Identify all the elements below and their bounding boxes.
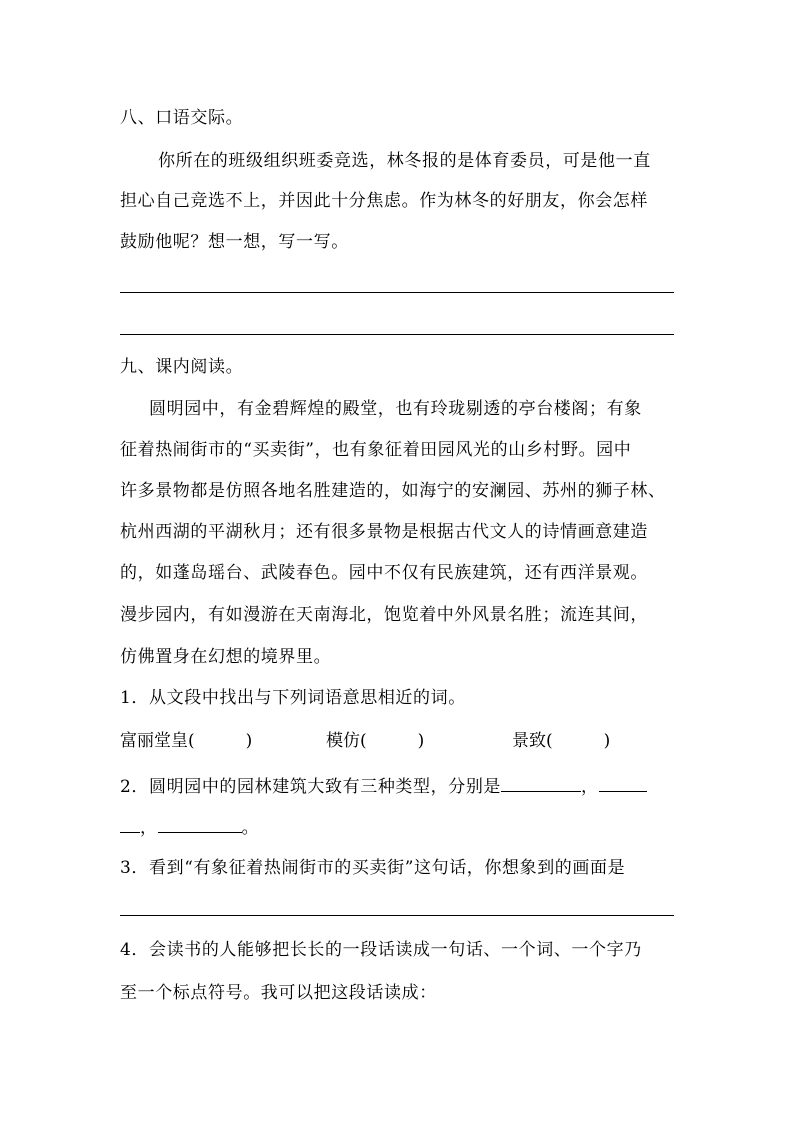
comma: ， bbox=[140, 818, 158, 838]
passage-line: 许多景物都是仿照各地名胜建造的，如海宁的安澜园、苏州的狮子林、 bbox=[120, 481, 666, 501]
question-3-prompt: 3．看到“有象征着热闹街市的买卖街”这句话，你想象到的画面是 bbox=[120, 858, 626, 878]
period: 。 bbox=[241, 818, 260, 838]
answer-line[interactable] bbox=[120, 334, 674, 335]
answer-blank[interactable] bbox=[120, 814, 140, 833]
passage-line: 的，如蓬岛瑶台、武陵春色。园中不仅有民族建筑，还有西洋景观。 bbox=[120, 563, 648, 583]
answer-blank[interactable] bbox=[599, 773, 647, 792]
passage-line: 漫步园内，有如漫游在天南海北，饱览着中外风景名胜；流连其间， bbox=[120, 605, 648, 625]
question-2 bbox=[120, 773, 647, 799]
q1-item-jingzhi[interactable]: 景致( ) bbox=[512, 731, 611, 751]
comma: ， bbox=[581, 777, 599, 797]
passage-line: 仿佛置身在幻想的境界里。 bbox=[120, 647, 332, 667]
passage-line: 圆明园中，有金碧辉煌的殿堂，也有玲珑剔透的亭台楼阁；有象 bbox=[149, 399, 642, 419]
section-8-paragraph-line: 担心自己竞选不上，并因此十分焦虑。作为林冬的好朋友，你会怎样 bbox=[120, 191, 648, 211]
question-2-continued bbox=[120, 814, 259, 840]
answer-line[interactable] bbox=[120, 915, 674, 916]
section-9-heading: 九、课内阅读。 bbox=[120, 357, 244, 377]
q1-item-fulitanghuang[interactable]: 富丽堂皇( ) bbox=[120, 731, 253, 751]
section-8-heading: 八、口语交际。 bbox=[120, 108, 244, 128]
question-4-prompt: 至一个标点符号。我可以把这段话读成： bbox=[120, 983, 437, 1003]
q1-item-mofang[interactable]: 模仿( ) bbox=[326, 731, 425, 751]
passage-line: 征着热闹街市的“买卖街”，也有象征着田园风光的山乡村野。园中 bbox=[120, 440, 632, 460]
answer-blank[interactable] bbox=[158, 814, 242, 833]
question-2-prompt: 2．圆明园中的园林建筑大致有三种类型，分别是 bbox=[120, 777, 502, 797]
answer-blank[interactable] bbox=[501, 773, 581, 792]
section-8-paragraph-line: 你所在的班级组织班委竞选，林冬报的是体育委员，可是他一直 bbox=[158, 151, 651, 171]
question-4-prompt: 4．会读书的人能够把长长的一段话读成一句话、一个词、一个字乃 bbox=[120, 940, 642, 960]
question-1-prompt: 1．从文段中找出与下列词语意思相近的词。 bbox=[120, 688, 466, 708]
passage-line: 杭州西湖的平湖秋月；还有很多景物是根据古代文人的诗情画意建造 bbox=[120, 522, 648, 542]
section-8-paragraph-line: 鼓励他呢？想一想，写一写。 bbox=[120, 232, 349, 252]
answer-line[interactable] bbox=[120, 292, 674, 293]
